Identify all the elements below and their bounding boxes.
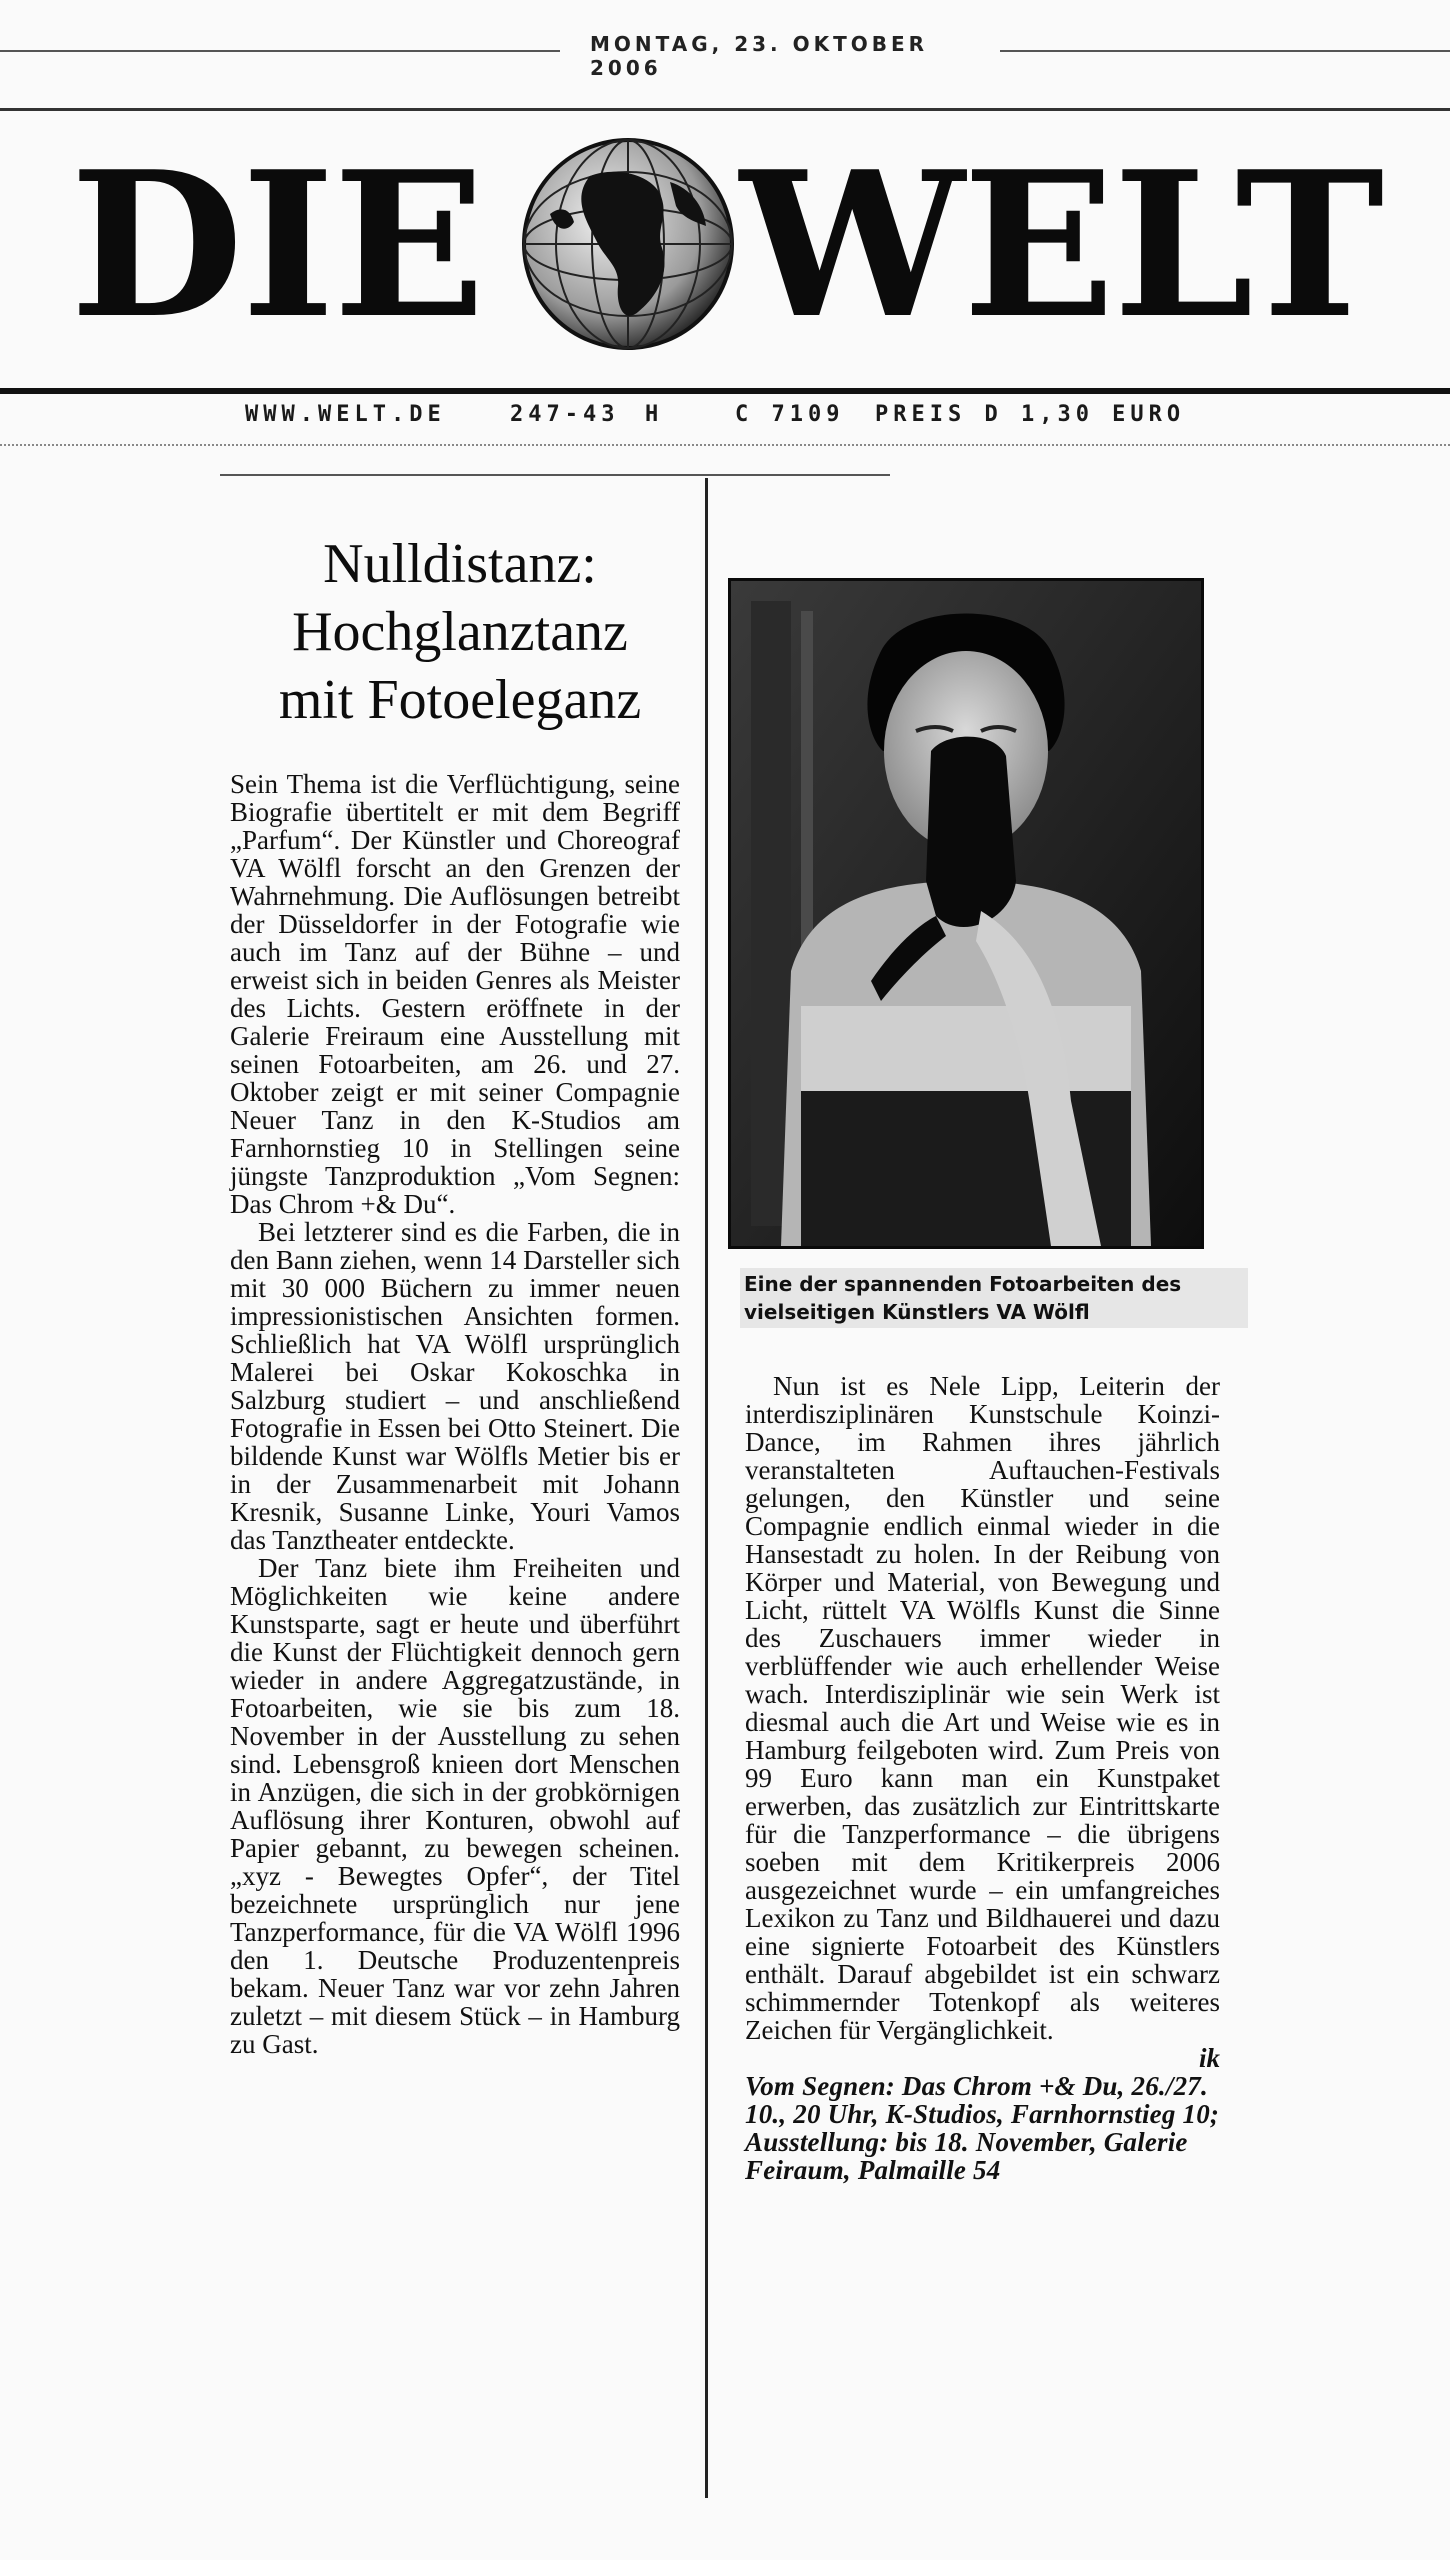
headline-line-2: Hochglanztanz: [292, 601, 628, 663]
article-photo: [728, 578, 1204, 1249]
issue-code: C 7109: [735, 402, 845, 427]
headline-line-3: mit Fotoeleganz: [278, 669, 642, 731]
masthead-word-die: DIE: [70, 128, 484, 363]
paragraph-colors: Bei letzterer sind es die Farben, die in den Bann ziehen, wenn 14 Darsteller sich mit 30 000 Büchern zu immer neuen impressionistischen Ansichten formen. Schließlich hat VA Wölfl ursprünglich Malerei bei Oskar Kokoschka in Salzburg studiert – und anschließend Fotografie in Essen bei Otto Steinert. Die bildende Kunst war Wölfls Metier bis er in der Zusammenarbeit mit Johann Kresnik, Susanne Linke, Youri Vamos das Tanztheater entdeckte.: [230, 1217, 680, 1555]
event-info: Vom Segnen: Das Chrom +& Du, 26./27. 10., 20 Uhr, K-Studios, Farnhornstieg 10; Ausstellung: bis 18. November, Galerie Feiraum, Palmaille 54: [745, 2071, 1220, 2185]
date-rule-right: [1000, 50, 1450, 52]
headline-line-1: Nulldistanz:: [323, 533, 597, 595]
globe-icon: [520, 136, 736, 352]
article-headline: [220, 530, 700, 734]
date-line: [0, 28, 1450, 80]
edition-code: 247-43: [510, 402, 620, 427]
info-line: [0, 400, 1450, 436]
date-rule-left: [0, 50, 560, 52]
dotted-rule: [0, 444, 1450, 446]
photo-caption: Eine der spannenden Fotoarbeiten des vielseitigen Künstlers VA Wölfl: [740, 1268, 1248, 1328]
article-top-rule: [220, 474, 890, 476]
masthead: [0, 116, 1450, 376]
edition-letter: H: [645, 402, 664, 427]
paragraph-intro: Sein Thema ist die Verflüchtigung, seine Biografie übertitelt er mit dem Begriff „Parfum“. Der Künstler und Choreograf VA Wölfl forscht an den Grenzen der Wahrnehmung. Die Auflösungen betreibt der Düsseldorfer in der Fotografie wie auch im Tanz auf der Bühne – und erweist sich in beiden Genres als Meister des Lichts. Gestern eröffnete in der Galerie Freiraum eine Ausstellung mit seinen Fotoarbeiten, am 26. und 27. Oktober zeigt er mit seiner Compagnie Neuer Tanz in den K-Studios am Farnhornstieg 10 in Stellingen seine jüngste Tanzproduktion „Vom Segnen: Das Chrom +& Du“.: [230, 769, 680, 1219]
column-divider: [705, 478, 708, 2498]
website-label: WWW.WELT.DE: [245, 402, 446, 427]
masthead-top-rule: [0, 108, 1450, 111]
article-right-column: [745, 1372, 1220, 2184]
publication-date: MONTAG, 23. OKTOBER 2006: [590, 32, 929, 80]
author-initials: ik: [1198, 2043, 1220, 2073]
paragraph-dance: Der Tanz biete ihm Freiheiten und Möglichkeiten wie keine andere Kunstsparte, sagt er heute und überführt die Kunst der Flüchtigkeit dennoch gern wieder in andere Aggregatzustände, in Fotoarbeiten, wie sie bis zum 18. November in der Ausstellung zu sehen sind. Lebensgroß knieen dort Menschen in Anzügen, die sich in der grobkörnigen Auflösung ihrer Konturen, obwohl auf Papier gebannt, zu bewegen scheinen. „xyz - Bewegtes Opfer“, der Titel bezeichnete ursprünglich nur jene Tanzperformance, für die VA Wölfl 1996 den 1. Deutsche Produzentenpreis bekam. Neuer Tanz war vor zehn Jahren zuletzt – mit diesem Stück – in Hamburg zu Gast.: [230, 1553, 680, 2059]
author-line: [745, 2044, 1220, 2072]
masthead-word-welt: WELT: [740, 128, 1383, 363]
masthead-bottom-rule: [0, 388, 1450, 394]
price-label: PREIS D 1,30 EURO: [875, 402, 1186, 427]
paragraph-festival: Nun ist es Nele Lipp, Leiterin der interdisziplinären Kunstschule Koinzi-Dance, im Rahmen ihres jährlich veranstalteten Auftauchen-Festivals gelungen, den Künstler und seine Compagnie endlich einmal wieder in die Hansestadt zu holen. In der Reibung von Körper und Material, von Bewegung und Licht, rüttelt VA Wölfls Kunst die Sinne des Zuschauers immer wieder in verblüffender wie auch erhellender Weise wach. Interdisziplinär wie sein Werk ist diesmal auch die Art und Weise wie es in Hamburg feilgeboten wird. Zum Preis von 99 Euro kann man ein Kunstpaket erwerben, das zusätzlich zur Eintrittskarte für die Tanzperformance – die übrigens soeben mit dem Kritikerpreis 2006 ausgezeichnet wurde – ein umfangreiches Lexikon zu Tanz und Bildhauerei und dazu eine signierte Fotoarbeit des Künstlers enthält. Darauf abgebildet ist ein schwarz schimmernder Totenkopf als weiteres Zeichen für Vergänglichkeit.: [745, 1371, 1220, 2045]
article-left-column: [230, 770, 680, 2058]
